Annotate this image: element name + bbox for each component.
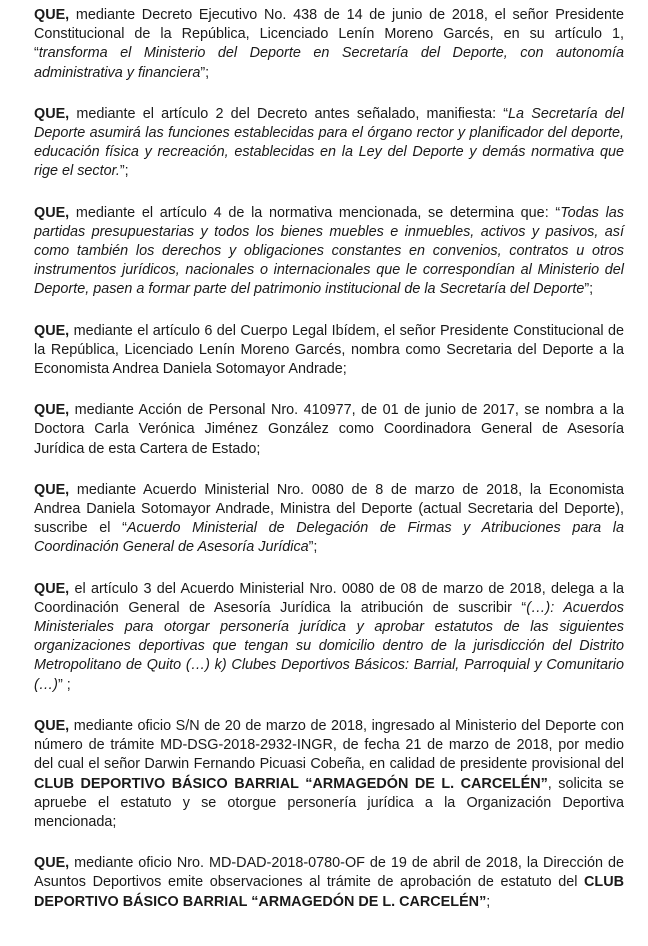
paragraph-text: mediante Acuerdo Ministerial Nro. 0080 de 8 de marzo de 2018, la Economista Andrea Daniela Sotomayor Andrade, Ministra del Deporte (actual Secretaria del Deporte), suscribe el “ <box>34 481 624 537</box>
que-lead: QUE, <box>34 481 70 498</box>
quoted-text: Acuerdo Ministerial de Delegación de Firmas y Atribuciones para la Coordinación General de Asesoría Jurídica <box>34 520 624 556</box>
paragraph-text: ”; <box>584 281 594 298</box>
que-lead: QUE, <box>34 402 70 419</box>
paragraph-text: mediante oficio S/N de 20 de marzo de 2018, ingresado al Ministerio del Deporte con número de trámite MD-DSG-2018-2932-INGR, de fecha 21 de marzo de 2018, por medio del cual el señor Darwin Fernando Picuasi Cobeña, en calidad de presidente provisional del <box>34 717 624 773</box>
que-lead: QUE, <box>34 204 70 221</box>
whereas-paragraph-3 <box>34 204 624 300</box>
whereas-paragraph-7 <box>34 580 624 695</box>
paragraph-text: mediante el artículo 2 del Decreto antes señalado, manifiesta: “ <box>69 105 509 122</box>
whereas-paragraph-4 <box>34 322 624 380</box>
que-lead: QUE, <box>34 322 70 339</box>
que-lead: QUE, <box>34 105 70 122</box>
whereas-paragraph-2 <box>34 105 624 182</box>
quoted-text: Todas las partidas presupuestarias y todos los bienes muebles e inmuebles, activos y pasivos, así como también los derechos y obligaciones constantes en convenios, contratos u otros instrumentos jurídicos, nacionales o internacionales que le correspondían al Ministerio del Deporte, pasen a formar parte del patrimonio institucional de la Secretaría del Deporte <box>34 204 624 298</box>
paragraph-text: ”; <box>200 64 210 81</box>
que-lead: QUE, <box>34 855 70 872</box>
paragraph-text: ” ; <box>57 676 71 693</box>
paragraph-text: mediante el artículo 6 del Cuerpo Legal Ibídem, el señor Presidente Constitucional de la República, Licenciado Lenín Moreno Garcés, nombra como Secretaria del Deporte a la Economista Andrea Daniela Sotomayor Andrade; <box>34 322 624 378</box>
paragraph-text: , solicita se apruebe el estatuto y se otorgue personería jurídica a la Organización Deportiva mencionada; <box>34 775 624 830</box>
que-lead: QUE, <box>34 7 70 23</box>
que-lead: QUE, <box>34 580 70 597</box>
quoted-text: La Secretaría del Deporte asumirá las funciones establecidas para el órgano rector y planificador del deporte, educación física y recreación, establecidas en la Ley del Deporte y demás normativa que rige el sector. <box>34 105 624 180</box>
quoted-text: transforma el Ministerio del Deporte en Secretaría del Deporte, con autonomía administrativa y financiera <box>34 45 624 81</box>
club-name: CLUB DEPORTIVO BÁSICO BARRIAL “ARMAGEDÓN DE L. CARCELÉN” <box>34 775 548 792</box>
que-lead: QUE, <box>34 717 70 734</box>
document-page <box>34 6 624 934</box>
whereas-paragraph-8 <box>34 717 624 832</box>
paragraph-text: ; <box>486 893 491 910</box>
paragraph-text: mediante Decreto Ejecutivo No. 438 de 14 de junio de 2018, el señor Presidente Constitucional de la República, Licenciado Lenín Moreno Garcés, en su artículo 1, “ <box>34 7 624 62</box>
club-name: CLUB DEPORTIVO BÁSICO BARRIAL “ARMAGEDÓN DE L. CARCELÉN” <box>34 874 624 910</box>
quoted-text: (…): Acuerdos Ministeriales para otorgar personería jurídica y aprobar estatutos de las siguientes organizaciones deportivas que tengan su domicilio dentro de la jurisdicción del Distrito Metropolitano de Quito (…) k) Clubes Deportivos Básicos: Barrial, Parroquial y Comunitario (…) <box>34 599 624 693</box>
whereas-paragraph-6 <box>34 481 624 558</box>
paragraph-text: ”; <box>308 539 318 556</box>
paragraph-text: mediante el artículo 4 de la normativa mencionada, se determina que: “ <box>69 204 561 221</box>
whereas-paragraph-1 <box>34 6 624 83</box>
whereas-paragraph-9 <box>34 854 624 912</box>
paragraph-text: mediante oficio Nro. MD-DAD-2018-0780-OF de 19 de abril de 2018, la Dirección de Asuntos Deportivos emite observaciones al trámite de aprobación de estatuto del <box>34 855 624 891</box>
paragraph-text: el artículo 3 del Acuerdo Ministerial Nro. 0080 de 08 de marzo de 2018, delega a la Coordinación General de Asesoría Jurídica la atribución de suscribir “ <box>34 580 624 616</box>
whereas-paragraph-5 <box>34 401 624 459</box>
paragraph-text: mediante Acción de Personal Nro. 410977, de 01 de junio de 2017, se nombra a la Doctora Carla Verónica Jiménez González como Coordinadora General de Asesoría Jurídica de esta Cartera de Estado; <box>34 402 624 457</box>
paragraph-text: ”; <box>119 163 129 180</box>
